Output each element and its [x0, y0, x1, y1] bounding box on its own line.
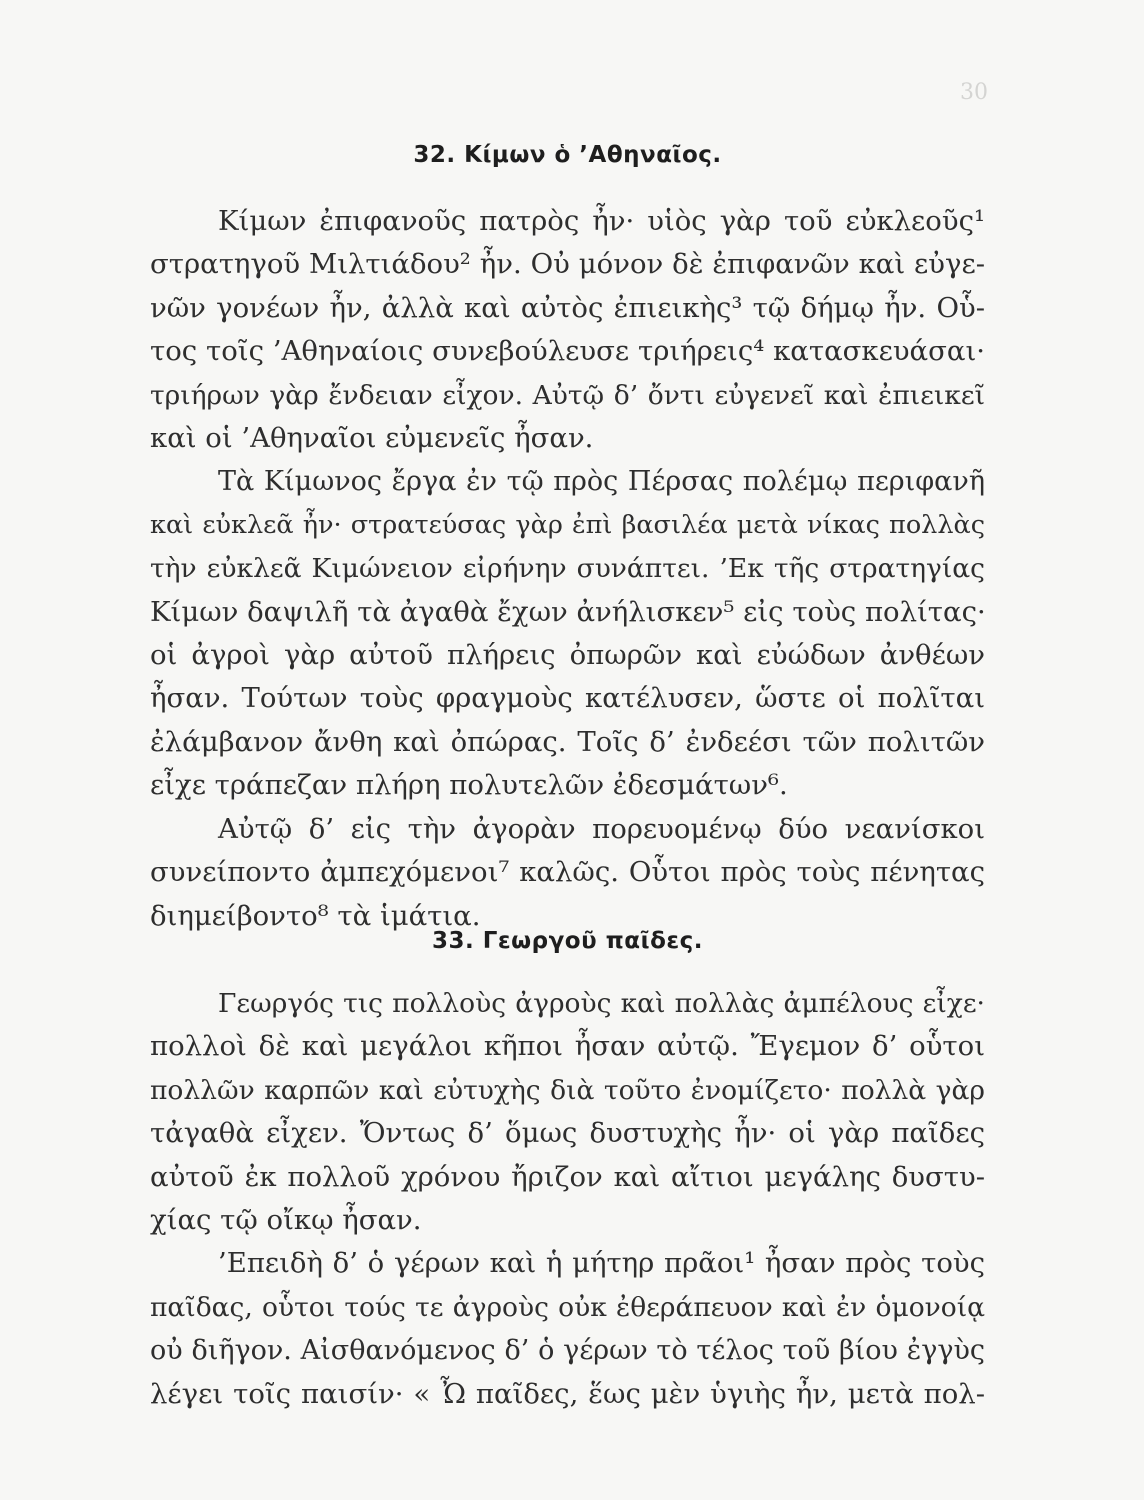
section-33-body [150, 982, 985, 1416]
page-number: 30 [960, 80, 988, 105]
text-line: καὶ εὐκλεᾶ ἦν· στρατεύσας γὰρ ἐπὶ βασιλέα μετὰ νίκας πολλὰς [150, 509, 985, 540]
text-line: Αὐτῷ δ’ εἰς τὴν ἀγορὰν πορευομένῳ δύο νεανίσκοι [218, 812, 985, 845]
paragraph [150, 1242, 985, 1416]
text-line: ἐλάμβανον ἄνθη καὶ ὀπώρας. Τοῖς δ’ ἐνδεέσι τῶν πολιτῶν [150, 725, 985, 758]
section-heading: 33. Γεωργοῦ παῖδες. [431, 928, 704, 954]
text-line: λέγει τοῖς παισίν· « Ὦ παῖδες, ἕως μὲν ὑγιὴς ἦν, μετὰ πολ- [150, 1377, 985, 1410]
text-line: ’Επειδὴ δ’ ὁ γέρων καὶ ἡ μήτηρ πρᾶοι¹ ἦσαν πρὸς τοὺς [218, 1247, 985, 1280]
paragraph [150, 982, 985, 1242]
text-line: εἶχε τράπεζαν πλήρη πολυτελῶν ἐδεσμάτων⁶. [150, 769, 788, 802]
section-32-body [150, 200, 985, 938]
text-line: ἦσαν. Τούτων τοὺς φραγμοὺς κατέλυσεν, ὥστε οἱ πολῖται [150, 682, 985, 715]
text-line: πολλῶν καρπῶν καὶ εὐτυχὴς διὰ τοῦτο ἐνομίζετο· πολλὰ γὰρ [150, 1074, 985, 1106]
text-line: Κίμων δαψιλῆ τὰ ἀγαθὰ ἔχων ἀνήλισκεν⁵ εἰς τοὺς πολίτας· [150, 595, 986, 628]
text-line: τριήρων γὰρ ἔνδειαν εἶχον. Αὐτῷ δ’ ὄντι εὐγενεῖ καὶ ἐπιεικεῖ [150, 379, 985, 411]
paragraph [150, 808, 985, 938]
text-line: πολλοὶ δὲ καὶ μεγάλοι κῆποι ἦσαν αὐτῷ. Ἔγεμον δ’ οὗτοι [150, 1030, 985, 1063]
text-line: Τὰ Κίμωνος ἔργα ἐν τῷ πρὸς Πέρσας πολέμῳ περιφανῆ [218, 466, 985, 498]
text-line: Γεωργός τις πολλοὺς ἀγροὺς καὶ πολλὰς ἀμπέλους εἶχε· [218, 988, 985, 1019]
section-heading: 32. Κίμων ὁ ’Αθηναῖος. [413, 142, 722, 168]
section-33 [150, 928, 985, 954]
text-line: τἀγαθὰ εἶχεν. Ὄντως δ’ ὅμως δυστυχὴς ἦν· οἱ γὰρ παῖδες [150, 1117, 985, 1150]
text-line: διημείβοντο⁸ τὰ ἱμάτια. [150, 899, 481, 932]
text-line: στρατηγοῦ Μιλτιάδου² ἦν. Οὐ μόνον δὲ ἐπιφανῶν καὶ εὐγε- [150, 248, 985, 281]
paragraph [150, 200, 985, 460]
text-line: χίας τῷ οἴκῳ ἦσαν. [150, 1204, 422, 1237]
text-line: τὴν εὐκλεᾶ Κιμώνειον εἰρήνην συνάπτει. ’Εκ τῆς στρατηγίας [150, 553, 985, 585]
text-line: παῖδας, οὗτοι τούς τε ἀγροὺς οὐκ ἐθεράπευον καὶ ἐν ὁμονοίᾳ [150, 1291, 985, 1323]
text-line: καὶ οἱ ’Αθηναῖοι εὐμενεῖς ἦσαν. [150, 422, 594, 455]
text-line: Κίμων ἐπιφανοῦς πατρὸς ἦν· υἱὸς γὰρ τοῦ εὐκλεοῦς¹ [218, 205, 985, 237]
text-line: συνείποντο ἀμπεχόμενοι⁷ καλῶς. Οὗτοι πρὸς τοὺς πένητας [150, 856, 985, 889]
paragraph [150, 460, 985, 807]
text-line: νῶν γονέων ἦν, ἀλλὰ καὶ αὐτὸς ἐπιεικὴς³ τῷ δήμῳ ἦν. Οὗ- [150, 291, 985, 324]
section-32 [150, 142, 985, 168]
text-line: οἱ ἀγροὶ γὰρ αὐτοῦ πλήρεις ὀπωρῶν καὶ εὐώδων ἀνθέων [150, 639, 985, 672]
text-line: τος τοῖς ’Αθηναίοις συνεβούλευσε τριήρεις⁴ κατασκευάσαι· [150, 335, 985, 368]
text-line: αὐτοῦ ἐκ πολλοῦ χρόνου ἤριζον καὶ αἴτιοι μεγάλης δυστυ- [150, 1160, 985, 1193]
text-line: οὐ διῆγον. Αἰσθανόμενος δ’ ὁ γέρων τὸ τέλος τοῦ βίου ἐγγὺς [150, 1335, 985, 1367]
